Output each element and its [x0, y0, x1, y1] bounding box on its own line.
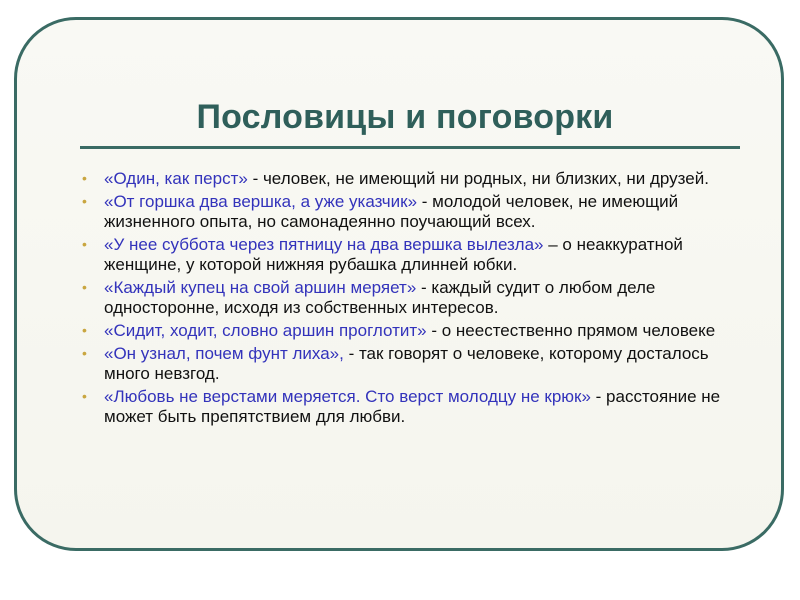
proverb-meaning: - расстояние не может быть препятствием для любви.: [104, 387, 721, 426]
proverb-quote: «Один, как перст»: [104, 169, 248, 188]
proverb-meaning: - о неестественно прямом человеке: [426, 321, 716, 340]
slide-title: Пословицы и поговорки: [196, 98, 614, 136]
title-underline: [80, 146, 740, 149]
list-item: [82, 169, 732, 189]
bullet-icon: •: [82, 279, 87, 295]
proverb-meaning: - человек, не имеющий ни родных, ни близких, ни друзей.: [247, 169, 709, 188]
proverb-quote: «Сидит, ходит, словно аршин проглотит»: [104, 321, 427, 340]
bullet-icon: •: [82, 322, 87, 338]
bullet-icon: •: [82, 193, 87, 209]
proverb-quote: «От горшка два вершка, а уже указчик»: [104, 192, 418, 211]
list-item: [82, 278, 732, 318]
bullet-icon: •: [82, 345, 87, 361]
bullet-icon: •: [82, 388, 87, 404]
proverb-meaning: - каждый судит о любом деле односторонне, исходя из собственных интересов.: [104, 278, 656, 317]
proverb-meaning: – о неаккуратной женщине, у которой нижняя рубашка длинней юбки.: [104, 235, 683, 274]
proverb-meaning: - молодой человек, не имеющий жизненного опыта, но самонадеянно поучающий всех.: [104, 192, 679, 231]
proverb-quote: «Каждый купец на свой аршин меряет»: [104, 278, 417, 297]
list-item: [82, 344, 732, 384]
proverb-quote: «Он узнал, почем фунт лиха»,: [104, 344, 344, 363]
proverb-quote: «У нее суббота через пятницу на два вершка вылезла»: [104, 235, 544, 254]
proverb-quote: «Любовь не верстами меряется. Сто верст молодцу не крюк»: [104, 387, 591, 406]
list-item: [82, 387, 732, 427]
list-item: [82, 235, 732, 275]
bullet-icon: •: [82, 170, 87, 186]
list-item: [82, 321, 732, 341]
proverb-meaning: - так говорят о человеке, которому досталось много невзгод.: [104, 344, 709, 383]
bullet-icon: •: [82, 236, 87, 252]
list-item: [82, 192, 732, 232]
proverb-list: [82, 169, 732, 430]
